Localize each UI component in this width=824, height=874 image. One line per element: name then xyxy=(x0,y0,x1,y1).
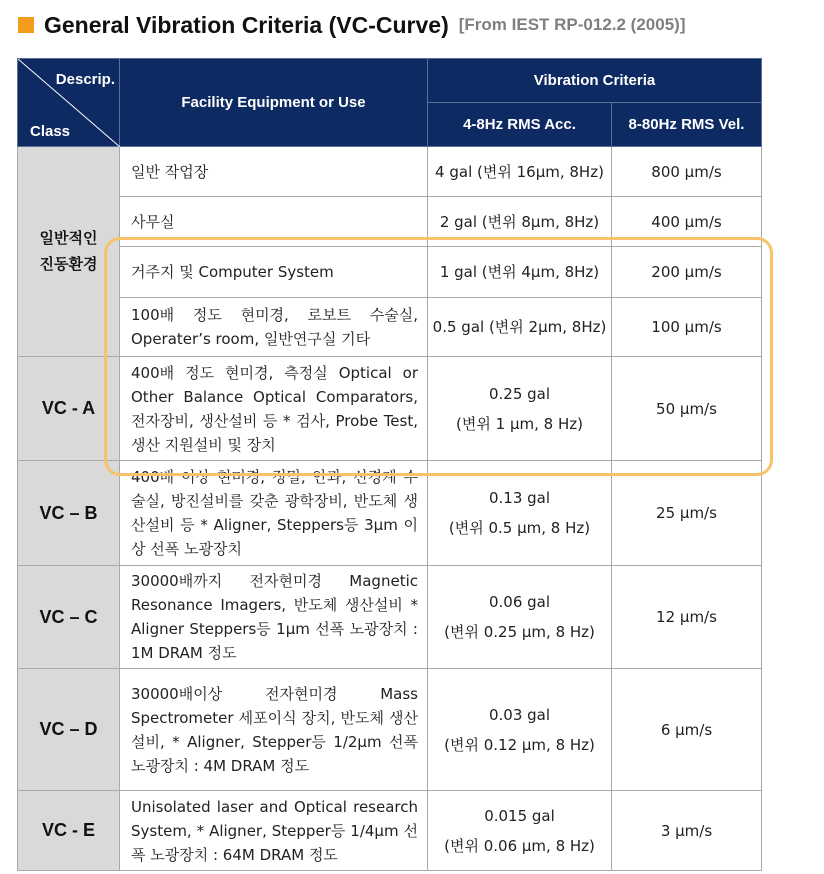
acc-displacement: (변위 0.25 μm, 8 Hz) xyxy=(444,623,595,641)
acc-cell: 2 gal (변위 8μm, 8Hz) xyxy=(428,197,612,247)
use-cell: Unisolated laser and Optical research System, * Aligner, Stepper등 1/4μm 선폭 노광장치 : 64M DRAM 정도 xyxy=(120,791,428,871)
acc-cell xyxy=(428,669,612,791)
table-row xyxy=(18,357,762,461)
header-class: Class xyxy=(30,123,71,140)
acc-cell: 4 gal (변위 16μm, 8Hz) xyxy=(428,147,612,197)
acc-value: 0.06 gal xyxy=(488,593,551,611)
acc-cell: 0.5 gal (변위 2μm, 8Hz) xyxy=(428,298,612,357)
class-cell: VC - A xyxy=(18,357,120,461)
header-vel: 8-80Hz RMS Vel. xyxy=(612,103,762,147)
class-cell: VC – D xyxy=(18,669,120,791)
header-descrip: Descrip. xyxy=(55,71,115,88)
table-row xyxy=(18,298,762,357)
table-row xyxy=(18,791,762,871)
class-cell: VC - E xyxy=(18,791,120,871)
page-title: General Vibration Criteria (VC-Curve) xyxy=(44,11,449,38)
use-cell: 30000배이상 전자현미경 Mass Spectrometer 세포이식 장치, 반도체 생산설비, * Aligner, Stepper등 1/2μm 선폭 노광장치 : 4M DRAM 정도 xyxy=(120,669,428,791)
header-diagonal-cell xyxy=(18,59,120,147)
acc-cell xyxy=(428,357,612,461)
vel-cell: 12 μm/s xyxy=(612,566,762,669)
acc-displacement: (변위 0.12 μm, 8 Hz) xyxy=(444,735,595,754)
table-row xyxy=(18,669,762,791)
title-bullet-icon xyxy=(18,17,34,33)
vel-cell: 100 μm/s xyxy=(612,298,762,357)
use-cell: 100배 정도 현미경, 로보트 수술실, Operater’s room, 일반연구실 기타 xyxy=(120,298,428,357)
use-cell: 400배 이상 현미경, 정밀, 안과, 신경계 수술실, 방진설비를 갖춘 광학장비, 반도체 생산설비 등 * Aligner, Steppers등 3μm 이상 선폭 노광장치 xyxy=(120,461,428,566)
title-bar xyxy=(18,8,686,42)
header-use: Facility Equipment or Use xyxy=(120,59,428,147)
acc-value: 0.25 gal xyxy=(488,384,551,403)
vel-cell: 800 μm/s xyxy=(612,147,762,197)
header-criteria: Vibration Criteria xyxy=(428,59,762,103)
acc-displacement: (변위 1 μm, 8 Hz) xyxy=(456,414,583,433)
acc-value: 0.015 gal xyxy=(484,806,555,825)
acc-displacement: (변위 0.06 μm, 8 Hz) xyxy=(444,836,595,855)
acc-value: 0.13 gal xyxy=(488,489,551,507)
vibration-criteria-table xyxy=(17,58,762,871)
class-cell: VC – B xyxy=(18,461,120,566)
vel-cell: 6 μm/s xyxy=(612,669,762,791)
table-row xyxy=(18,461,762,566)
vel-cell: 25 μm/s xyxy=(612,461,762,566)
table-row xyxy=(18,247,762,298)
acc-value: 0.03 gal xyxy=(488,705,551,724)
vel-cell: 50 μm/s xyxy=(612,357,762,461)
header-acc: 4-8Hz RMS Acc. xyxy=(428,103,612,147)
class-cell: VC – C xyxy=(18,566,120,669)
use-cell: 사무실 xyxy=(120,197,428,247)
table-row xyxy=(18,147,762,197)
use-cell: 거주지 및 Computer System xyxy=(120,247,428,298)
vel-cell: 400 μm/s xyxy=(612,197,762,247)
vel-cell: 3 μm/s xyxy=(612,791,762,871)
use-cell: 400배 정도 현미경, 측정실 Optical or Other Balance Optical Comparators, 전자장비, 생산설비 등 * 검사, Probe Test, 생산 지원설비 및 장치 xyxy=(120,357,428,461)
vel-cell: 200 μm/s xyxy=(612,247,762,298)
table-row xyxy=(18,566,762,669)
class-general xyxy=(18,147,120,357)
acc-cell xyxy=(428,461,612,566)
source-reference: [From IEST RP-012.2 (2005)] xyxy=(458,15,686,34)
use-cell: 일반 작업장 xyxy=(120,147,428,197)
class-general-line1: 일반적인 xyxy=(39,229,98,247)
class-general-line2: 진동환경 xyxy=(39,255,98,273)
use-cell: 30000배까지 전자현미경 Magnetic Resonance Imagers, 반도체 생산설비 * Aligner Steppers등 1μm 선폭 노광장치 : 1M DRAM 정도 xyxy=(120,566,428,669)
acc-cell: 1 gal (변위 4μm, 8Hz) xyxy=(428,247,612,298)
acc-displacement: (변위 0.5 μm, 8 Hz) xyxy=(448,519,591,537)
table-row xyxy=(18,197,762,247)
acc-cell xyxy=(428,566,612,669)
acc-cell xyxy=(428,791,612,871)
